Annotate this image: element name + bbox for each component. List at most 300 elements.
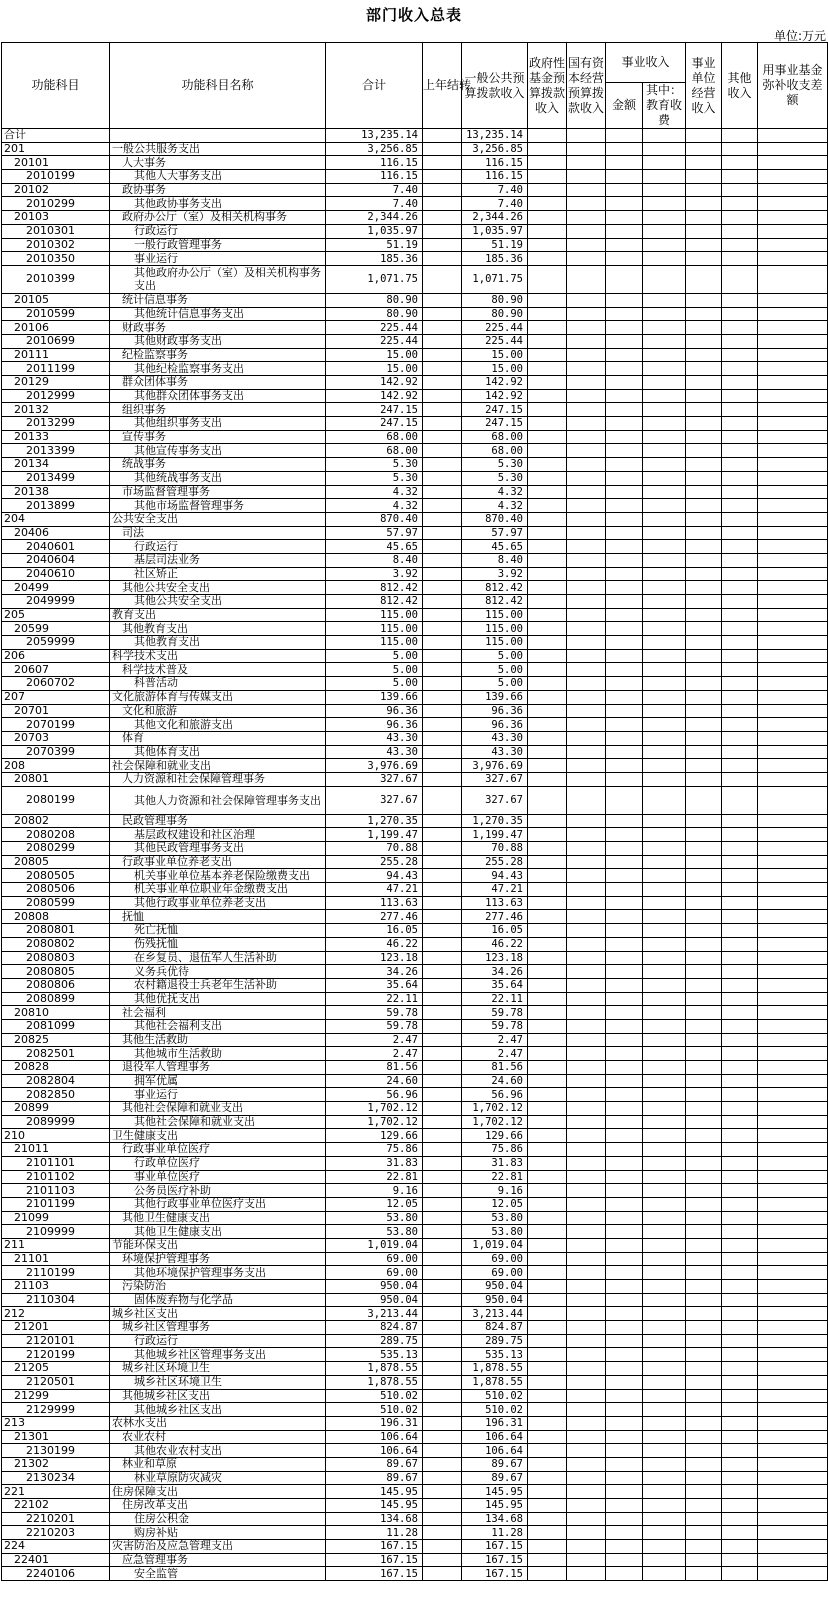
cell-operating [686, 362, 722, 376]
cell-reserve [758, 704, 828, 718]
cell-other [722, 1348, 758, 1362]
cell-govfund [528, 567, 567, 581]
cell-career-edu [643, 142, 686, 156]
cell-soe [567, 1485, 606, 1499]
cell-govfund [528, 265, 567, 293]
table-row [2, 663, 828, 677]
cell-reserve [758, 896, 828, 910]
cell-career-edu [643, 1006, 686, 1020]
cell-name: 农林水支出 [110, 1416, 326, 1430]
cell-career-edu [643, 937, 686, 951]
table-row [2, 690, 828, 704]
cell-general: 57.97 [462, 526, 528, 540]
cell-operating [686, 1088, 722, 1102]
cell-career-amount [606, 869, 643, 883]
cell-name: 死亡抚恤 [110, 924, 326, 938]
cell-code: 204 [2, 512, 110, 526]
cell-career-amount [606, 1266, 643, 1280]
cell-other [722, 1225, 758, 1239]
cell-career-edu [643, 1156, 686, 1170]
cell-prev [423, 677, 462, 691]
cell-general: 3,976.69 [462, 759, 528, 773]
cell-general: 1,019.04 [462, 1238, 528, 1252]
cell-name: 一般公共服务支出 [110, 142, 326, 156]
cell-reserve [758, 1006, 828, 1020]
cell-career-amount [606, 690, 643, 704]
cell-name: 其他纪检监察事务支出 [110, 362, 326, 376]
cell-prev [423, 499, 462, 513]
cell-career-edu [643, 745, 686, 759]
cell-name: 安全监管 [110, 1567, 326, 1581]
unit-label: 单位:万元 [773, 29, 826, 43]
cell-reserve [758, 1019, 828, 1033]
cell-career-edu [643, 978, 686, 992]
cell-career-amount [606, 389, 643, 403]
cell-code: 2080599 [2, 896, 110, 910]
cell-govfund [528, 1033, 567, 1047]
cell-name: 城乡社区环境卫生 [110, 1362, 326, 1376]
cell-operating [686, 512, 722, 526]
cell-name: 城乡社区管理事务 [110, 1321, 326, 1335]
table-row [2, 1348, 828, 1362]
cell-govfund [528, 142, 567, 156]
cell-career-amount [606, 238, 643, 252]
cell-soe [567, 1006, 606, 1020]
table-row [2, 417, 828, 431]
table-row [2, 334, 828, 348]
cell-career-edu [643, 677, 686, 691]
cell-prev [423, 1074, 462, 1088]
cell-reserve [758, 238, 828, 252]
cell-general: 1,035.97 [462, 224, 528, 238]
cell-career-edu [643, 1074, 686, 1088]
cell-soe [567, 1567, 606, 1581]
cell-total: 68.00 [326, 444, 423, 458]
cell-code: 210 [2, 1129, 110, 1143]
cell-name: 行政事业单位医疗 [110, 1143, 326, 1157]
cell-name [110, 129, 326, 143]
cell-name: 机关事业单位职业年金缴费支出 [110, 883, 326, 897]
cell-soe [567, 1348, 606, 1362]
cell-code: 20133 [2, 430, 110, 444]
cell-govfund [528, 786, 567, 814]
cell-general: 247.15 [462, 417, 528, 431]
cell-career-edu [643, 526, 686, 540]
cell-other [722, 1362, 758, 1376]
cell-general: 45.65 [462, 540, 528, 554]
cell-other [722, 622, 758, 636]
cell-prev [423, 649, 462, 663]
cell-career-amount [606, 334, 643, 348]
cell-other [722, 567, 758, 581]
cell-code: 20134 [2, 458, 110, 472]
cell-career-amount [606, 499, 643, 513]
cell-general: 4.32 [462, 485, 528, 499]
cell-prev [423, 1471, 462, 1485]
table-row [2, 430, 828, 444]
cell-prev [423, 1348, 462, 1362]
cell-prev [423, 1375, 462, 1389]
cell-operating [686, 129, 722, 143]
cell-soe [567, 389, 606, 403]
cell-name: 科学技术支出 [110, 649, 326, 663]
cell-career-edu [643, 1553, 686, 1567]
cell-general: 9.16 [462, 1184, 528, 1198]
cell-career-amount [606, 526, 643, 540]
cell-other [722, 1197, 758, 1211]
cell-total: 535.13 [326, 1348, 423, 1362]
cell-govfund [528, 1526, 567, 1540]
cell-soe [567, 1061, 606, 1075]
cell-career-amount [606, 1170, 643, 1184]
cell-total: 45.65 [326, 540, 423, 554]
cell-general: 7.40 [462, 183, 528, 197]
cell-career-amount [606, 1553, 643, 1567]
cell-career-edu [643, 1293, 686, 1307]
cell-operating [686, 731, 722, 745]
cell-total: 57.97 [326, 526, 423, 540]
cell-total: 145.95 [326, 1499, 423, 1513]
cell-operating [686, 1102, 722, 1116]
cell-operating [686, 1033, 722, 1047]
cell-soe [567, 690, 606, 704]
cell-govfund [528, 485, 567, 499]
cell-general: 35.64 [462, 978, 528, 992]
cell-code: 2082850 [2, 1088, 110, 1102]
cell-operating [686, 142, 722, 156]
cell-soe [567, 334, 606, 348]
cell-operating [686, 772, 722, 786]
table-row [2, 1471, 828, 1485]
cell-reserve [758, 1293, 828, 1307]
cell-code: 22102 [2, 1499, 110, 1513]
cell-reserve [758, 499, 828, 513]
cell-code: 2013399 [2, 444, 110, 458]
cell-govfund [528, 526, 567, 540]
cell-other [722, 731, 758, 745]
cell-govfund [528, 1280, 567, 1294]
cell-govfund [528, 307, 567, 321]
cell-code: 21201 [2, 1321, 110, 1335]
cell-name: 宣传事务 [110, 430, 326, 444]
cell-name: 市场监督管理事务 [110, 485, 326, 499]
cell-career-edu [643, 1033, 686, 1047]
cell-soe [567, 1074, 606, 1088]
cell-other [722, 403, 758, 417]
cell-prev [423, 1334, 462, 1348]
cell-other [722, 348, 758, 362]
cell-other [722, 1074, 758, 1088]
cell-prev [423, 690, 462, 704]
cell-total: 3,976.69 [326, 759, 423, 773]
cell-reserve [758, 978, 828, 992]
header-total: 合计 [326, 43, 423, 129]
cell-govfund [528, 499, 567, 513]
cell-operating [686, 992, 722, 1006]
cell-govfund [528, 608, 567, 622]
cell-govfund [528, 129, 567, 143]
cell-govfund [528, 1321, 567, 1335]
cell-career-amount [606, 1499, 643, 1513]
cell-career-edu [643, 1512, 686, 1526]
cell-career-edu [643, 376, 686, 390]
cell-name: 纪检监察事务 [110, 348, 326, 362]
cell-total: 167.15 [326, 1540, 423, 1554]
cell-govfund [528, 951, 567, 965]
cell-total: 2,344.26 [326, 211, 423, 225]
cell-general: 5.30 [462, 471, 528, 485]
cell-career-edu [643, 512, 686, 526]
cell-general: 69.00 [462, 1266, 528, 1280]
cell-total: 123.18 [326, 951, 423, 965]
cell-career-amount [606, 1225, 643, 1239]
cell-career-edu [643, 553, 686, 567]
cell-code: 2049999 [2, 595, 110, 609]
cell-name: 人大事务 [110, 156, 326, 170]
cell-career-amount [606, 1238, 643, 1252]
cell-prev [423, 718, 462, 732]
cell-operating [686, 883, 722, 897]
cell-other [722, 924, 758, 938]
cell-career-edu [643, 1526, 686, 1540]
cell-career-edu [643, 924, 686, 938]
cell-career-amount [606, 197, 643, 211]
cell-other [722, 759, 758, 773]
table-row [2, 1074, 828, 1088]
cell-govfund [528, 403, 567, 417]
cell-career-edu [643, 156, 686, 170]
cell-career-edu [643, 1280, 686, 1294]
table-row [2, 1293, 828, 1307]
cell-code: 2109999 [2, 1225, 110, 1239]
table-row [2, 1266, 828, 1280]
cell-career-edu [643, 1430, 686, 1444]
cell-career-edu [643, 1334, 686, 1348]
cell-operating [686, 636, 722, 650]
cell-operating [686, 677, 722, 691]
cell-soe [567, 855, 606, 869]
cell-soe [567, 649, 606, 663]
cell-general: 2.47 [462, 1047, 528, 1061]
cell-operating [686, 842, 722, 856]
cell-code: 20105 [2, 293, 110, 307]
cell-career-edu [643, 1375, 686, 1389]
cell-other [722, 334, 758, 348]
cell-govfund [528, 883, 567, 897]
cell-prev [423, 252, 462, 266]
cell-code: 21011 [2, 1143, 110, 1157]
table-row [2, 1430, 828, 1444]
cell-reserve [758, 1225, 828, 1239]
cell-reserve [758, 293, 828, 307]
table-row [2, 595, 828, 609]
cell-name: 社会福利 [110, 1006, 326, 1020]
cell-career-amount [606, 1485, 643, 1499]
table-row [2, 649, 828, 663]
cell-reserve [758, 224, 828, 238]
cell-govfund [528, 677, 567, 691]
cell-other [722, 1403, 758, 1417]
cell-total: 145.95 [326, 1485, 423, 1499]
cell-total: 3,213.44 [326, 1307, 423, 1321]
cell-career-edu [643, 540, 686, 554]
cell-code: 2120199 [2, 1348, 110, 1362]
table-header [2, 43, 828, 129]
cell-career-edu [643, 690, 686, 704]
table-row [2, 1457, 828, 1471]
cell-govfund [528, 842, 567, 856]
cell-career-edu [643, 238, 686, 252]
cell-soe [567, 1321, 606, 1335]
cell-career-amount [606, 677, 643, 691]
cell-govfund [528, 1252, 567, 1266]
cell-reserve [758, 581, 828, 595]
cell-other [722, 1280, 758, 1294]
table-row [2, 1102, 828, 1116]
cell-prev [423, 389, 462, 403]
cell-name: 政协事务 [110, 183, 326, 197]
cell-govfund [528, 334, 567, 348]
cell-reserve [758, 567, 828, 581]
cell-reserve [758, 1102, 828, 1116]
cell-prev [423, 1280, 462, 1294]
cell-career-amount [606, 937, 643, 951]
cell-govfund [528, 649, 567, 663]
cell-name: 其他公共安全支出 [110, 595, 326, 609]
cell-govfund [528, 1129, 567, 1143]
table-row [2, 129, 828, 143]
cell-prev [423, 1197, 462, 1211]
cell-code: 21101 [2, 1252, 110, 1266]
cell-operating [686, 951, 722, 965]
cell-soe [567, 376, 606, 390]
table-row [2, 321, 828, 335]
cell-general: 1,270.35 [462, 814, 528, 828]
cell-govfund [528, 1567, 567, 1581]
cell-total: 134.68 [326, 1512, 423, 1526]
cell-name: 其他人力资源和社会保障管理事务支出 [110, 786, 326, 814]
cell-name: 其他城市生活救助 [110, 1047, 326, 1061]
table-row [2, 1170, 828, 1184]
cell-soe [567, 581, 606, 595]
header-career-edu: 其中：教育收费 [643, 83, 686, 129]
cell-operating [686, 224, 722, 238]
cell-total: 106.64 [326, 1430, 423, 1444]
cell-reserve [758, 1129, 828, 1143]
cell-name: 行政单位医疗 [110, 1156, 326, 1170]
cell-career-amount [606, 828, 643, 842]
table-row [2, 567, 828, 581]
cell-other [722, 389, 758, 403]
cell-operating [686, 307, 722, 321]
table-row [2, 1375, 828, 1389]
cell-reserve [758, 731, 828, 745]
cell-soe [567, 1033, 606, 1047]
cell-govfund [528, 1197, 567, 1211]
cell-prev [423, 1088, 462, 1102]
cell-prev [423, 362, 462, 376]
cell-operating [686, 1170, 722, 1184]
cell-govfund [528, 1471, 567, 1485]
cell-reserve [758, 197, 828, 211]
cell-soe [567, 636, 606, 650]
cell-soe [567, 142, 606, 156]
cell-career-amount [606, 293, 643, 307]
cell-general: 113.63 [462, 896, 528, 910]
cell-other [722, 1307, 758, 1321]
cell-career-amount [606, 567, 643, 581]
cell-career-amount [606, 1416, 643, 1430]
cell-prev [423, 924, 462, 938]
cell-general: 3.92 [462, 567, 528, 581]
cell-operating [686, 252, 722, 266]
cell-code: 2082501 [2, 1047, 110, 1061]
cell-prev [423, 567, 462, 581]
cell-operating [686, 690, 722, 704]
cell-career-edu [643, 458, 686, 472]
cell-operating [686, 540, 722, 554]
cell-career-amount [606, 1129, 643, 1143]
cell-total: 327.67 [326, 786, 423, 814]
cell-soe [567, 1526, 606, 1540]
cell-code: 221 [2, 1485, 110, 1499]
cell-operating [686, 458, 722, 472]
cell-soe [567, 1362, 606, 1376]
cell-govfund [528, 1403, 567, 1417]
cell-general: 43.30 [462, 731, 528, 745]
cell-prev [423, 334, 462, 348]
table-row [2, 772, 828, 786]
cell-other [722, 745, 758, 759]
table-row [2, 1184, 828, 1198]
cell-operating [686, 1540, 722, 1554]
cell-operating [686, 896, 722, 910]
cell-code: 2101199 [2, 1197, 110, 1211]
cell-name: 事业运行 [110, 1088, 326, 1102]
cell-other [722, 265, 758, 293]
cell-career-edu [643, 704, 686, 718]
cell-name: 政府办公厅（室）及相关机构事务 [110, 211, 326, 225]
cell-career-amount [606, 786, 643, 814]
cell-general: 51.19 [462, 238, 528, 252]
cell-operating [686, 786, 722, 814]
cell-other [722, 704, 758, 718]
cell-career-edu [643, 293, 686, 307]
cell-other [722, 1170, 758, 1184]
cell-career-amount [606, 485, 643, 499]
cell-govfund [528, 553, 567, 567]
cell-total: 113.63 [326, 896, 423, 910]
cell-code: 21103 [2, 1280, 110, 1294]
cell-career-edu [643, 1184, 686, 1198]
cell-prev [423, 1115, 462, 1129]
cell-soe [567, 951, 606, 965]
table-row [2, 745, 828, 759]
table-row [2, 1362, 828, 1376]
cell-code: 2080899 [2, 992, 110, 1006]
cell-general: 247.15 [462, 403, 528, 417]
cell-soe [567, 814, 606, 828]
cell-other [722, 663, 758, 677]
cell-operating [686, 581, 722, 595]
cell-prev [423, 512, 462, 526]
cell-govfund [528, 1334, 567, 1348]
cell-total: 5.30 [326, 458, 423, 472]
cell-other [722, 224, 758, 238]
cell-other [722, 417, 758, 431]
cell-name: 其他城乡社区管理事务支出 [110, 1348, 326, 1362]
cell-career-amount [606, 307, 643, 321]
